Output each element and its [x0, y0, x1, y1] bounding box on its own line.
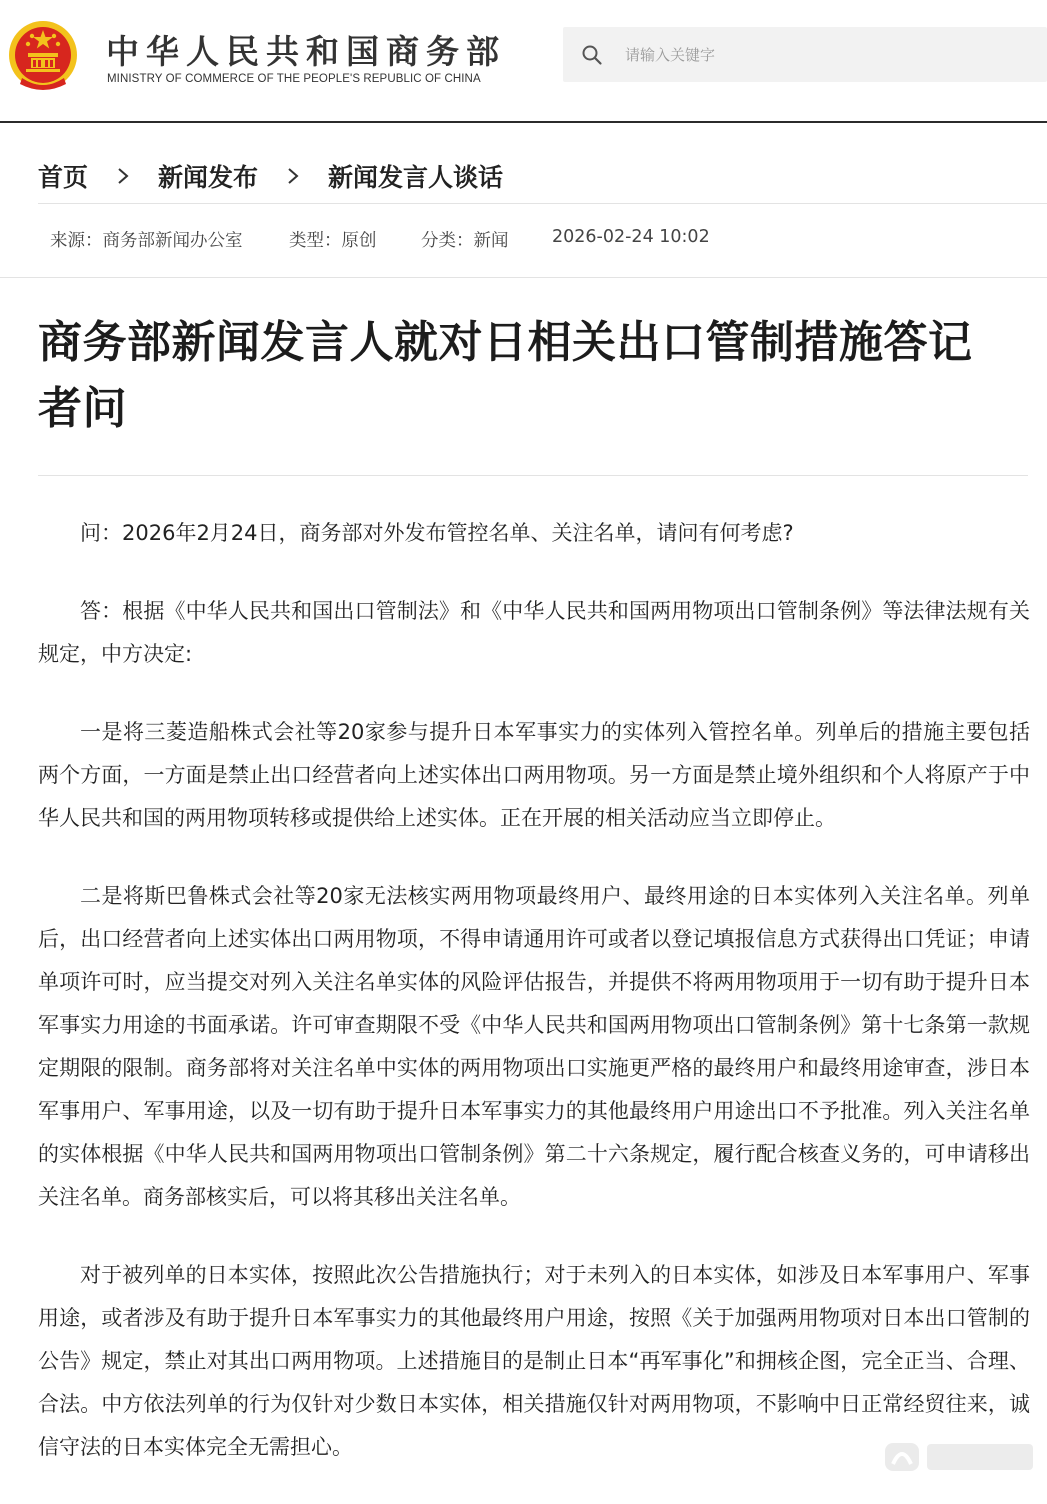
chevron-right-icon	[116, 166, 130, 186]
divider	[0, 277, 1047, 278]
national-emblem-icon[interactable]	[8, 20, 78, 92]
article-paragraph-watch-list: 二是将斯巴鲁株式会社等20家无法核实两用物项最终用户、最终用途的日本实体列入关注名单。列单后，出口经营者向上述实体出口两用物项，不得申请通用许可或者以登记填报信息方式获得出口凭证；申请单项许可时，应当提交对列入关注名单实体的风险评估报告，并提供不将两用物项用于一切有助于提升日本军事实力用途的书面承诺。许可审查期限不受《中华人民共和国两用物项出口管制条例》第十七条第一款规定期限的限制。商务部将对关注名单中实体的两用物项出口实施更严格的最终用户和最终用途审查，涉日本军事用户、军事用途，以及一切有助于提升日本军事实力的其他最终用户用途出口不予批准。列入关注名单的实体根据《中华人民共和国两用物项出口管制条例》第二十六条规定，履行配合核查义务的，可申请移出关注名单。商务部核实后，可以将其移出关注名单。	[38, 884, 1030, 1209]
article-title: 商务部新闻发言人就对日相关出口管制措施答记者问	[38, 317, 973, 434]
article-paragraph-question: 问：2026年2月24日，商务部对外发布管控名单、关注名单，请问有何考虑?	[80, 521, 794, 545]
breadcrumb	[38, 158, 503, 194]
divider	[38, 475, 1028, 476]
meta-type: 类型：原创	[289, 231, 377, 251]
article-paragraph-conclusion: 对于被列单的日本实体，按照此次公告措施执行；对于未列入的日本实体，如涉及日本军事用户、军事用途，或者涉及有助于提升日本军事实力的其他最终用户用途，按照《关于加强两用物项对日本出口管制的公告》规定，禁止对其出口两用物项。上述措施目的是制止日本“再军事化”和拥核企图，完全正当、合理、合法。中方依法列单的行为仅针对少数日本实体，相关措施仅针对两用物项，不影响中日正常经贸往来，诚信守法的日本实体完全无需担心。	[38, 1263, 1030, 1459]
breadcrumb-spokesperson-link[interactable]: 新闻发言人谈话	[328, 163, 504, 192]
ministry-name-cn[interactable]: 中华人民共和国商务部	[106, 32, 506, 71]
meta-datetime: 2026-02-24 10:02	[552, 227, 710, 247]
search-box[interactable]	[563, 27, 1047, 82]
watermark-logo-icon	[883, 1440, 1035, 1474]
search-input[interactable]	[623, 45, 1007, 65]
breadcrumb-news-release-link[interactable]: 新闻发布	[158, 163, 259, 192]
meta-category: 分类：新闻	[421, 231, 509, 251]
article-meta	[50, 227, 710, 252]
search-icon[interactable]	[581, 44, 603, 66]
breadcrumb-home-link[interactable]: 首页	[38, 163, 89, 192]
divider	[38, 203, 1047, 204]
article-paragraph-control-list: 一是将三菱造船株式会社等20家参与提升日本军事实力的实体列入管控名单。列单后的措施主要包括两个方面，一方面是禁止出口经营者向上述实体出口两用物项。另一方面是禁止境外组织和个人将原产于中华人民共和国的两用物项转移或提供给上述实体。正在开展的相关活动应当立即停止。	[38, 720, 1030, 830]
meta-source: 来源：商务部新闻办公室	[50, 231, 243, 251]
article-body	[38, 512, 1030, 1504]
ministry-name-en[interactable]: MINISTRY OF COMMERCE OF THE PEOPLE'S REPUBLIC OF CHINA	[107, 73, 481, 85]
chevron-right-icon	[286, 166, 300, 186]
site-header	[0, 0, 1047, 123]
article-paragraph-answer-intro: 答：根据《中华人民共和国出口管制法》和《中华人民共和国两用物项出口管制条例》等法律法规有关规定，中方决定:	[38, 599, 1030, 666]
